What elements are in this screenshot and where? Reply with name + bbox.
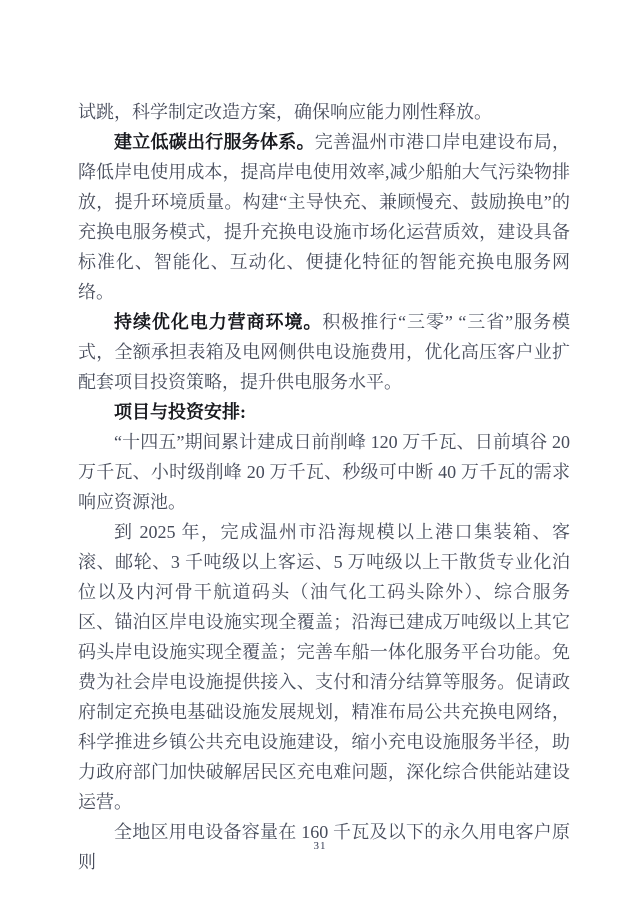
bold-lead-project-investment: 项目与投资安排:: [114, 402, 246, 422]
paragraph-14th-five-year-targets: [78, 427, 570, 517]
paragraph-low-carbon-travel: [78, 127, 570, 307]
paragraph-text: “十四五”期间累计建成日前削峰 120 万千瓦、日前填谷 20 万千瓦、小时级削峰 20 万千瓦、秒级可中断 40 万千瓦的需求响应资源池。: [78, 432, 570, 512]
paragraph-continuation: [78, 97, 570, 127]
bold-lead-power-business-environment: 持续优化电力营商环境。: [114, 312, 323, 332]
bold-lead-low-carbon-travel: 建立低碳出行服务体系。: [114, 132, 315, 152]
heading-project-investment-arrangement: [78, 397, 570, 427]
paragraph-2025-shore-power-goals: [78, 517, 570, 817]
paragraph-power-business-environment: [78, 307, 570, 397]
paragraph-text: 全地区用电设备容量在 160 千瓦及以下的永久用电客户原则: [78, 822, 570, 872]
page-number: 31: [313, 840, 327, 852]
paragraph-text: 完善温州市港口岸电建设布局，降低岸电使用成本，提高岸电使用效率,减少船舶大气污染物排放，提升环境质量。构建“主导快充、兼顾慢充、鼓励换电”的充换电服务模式，提升充换电设施市场化运营质效，建设具备标准化、智能化、互动化、便捷化特征的智能充换电服务网络。: [78, 132, 570, 302]
page-footer: [0, 836, 640, 854]
paragraph-text: 积极推行“三零” “三省”服务模式，全额承担表箱及电网侧供电设施费用，优化高压客户业扩配套项目投资策略，提升供电服务水平。: [78, 312, 570, 392]
paragraph-text: 到 2025 年，完成温州市沿海规模以上港口集装箱、客滚、邮轮、3 千吨级以上客运、5 万吨级以上干散货专业化泊位以及内河骨干航道码头（油气化工码头除外）、综合服务区、锚泊区岸电设施实现全覆盖；沿海已建成万吨级以上其它码头岸电设施实现全覆盖；完善车船一体化服务平台功能。免费为社会岸电设施提供接入、支付和清分结算等服务。促请政府制定充换电基础设施发展规划，精准布局公共充换电网络，科学推进乡镇公共充电设施建设，缩小充电设施服务半径，助力政府部门加快破解居民区充电难问题，深化综合供能站建设运营。: [78, 522, 570, 812]
paragraph-text: 试跳，科学制定改造方案，确保响应能力刚性释放。: [78, 102, 492, 122]
document-body: [78, 97, 570, 877]
